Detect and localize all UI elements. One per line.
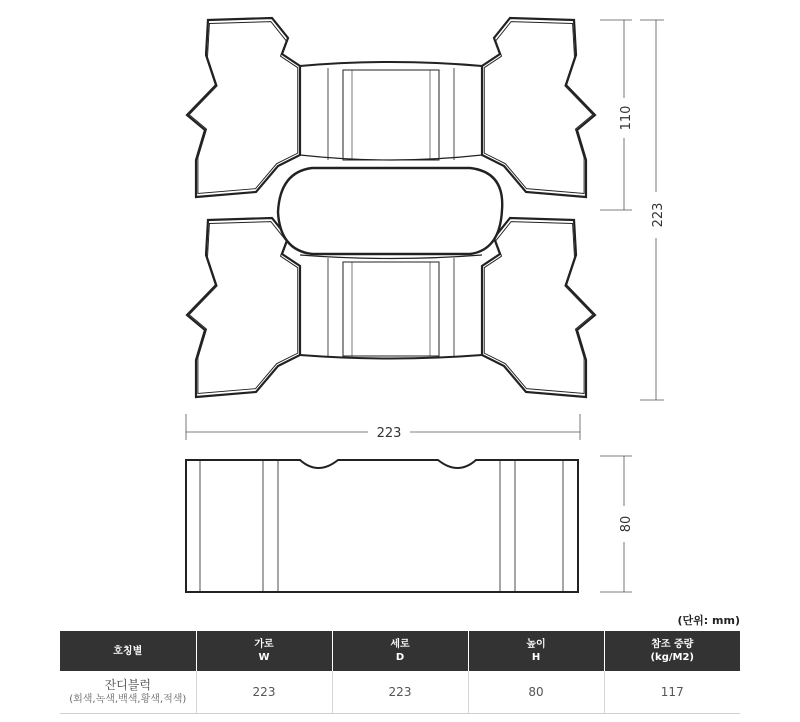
header-depth-label: 세로 xyxy=(390,639,410,650)
block-top-right-wing xyxy=(482,18,595,197)
cell-weight: 117 xyxy=(604,671,740,714)
block-top-left-wing xyxy=(187,18,300,197)
cell-height: 80 xyxy=(468,671,604,714)
spec-table-header-row xyxy=(60,631,740,671)
header-width xyxy=(196,631,332,671)
block-bottom-right-wing xyxy=(482,218,595,397)
header-height-label: 높이 xyxy=(526,639,546,650)
spec-table xyxy=(60,631,740,714)
header-weight-unit: (kg/M2) xyxy=(650,652,694,663)
cell-name xyxy=(60,671,196,714)
header-depth xyxy=(332,631,468,671)
block-top-center xyxy=(300,62,482,160)
block-bottom-center xyxy=(300,255,482,359)
dimension-label-80: 80 xyxy=(619,515,634,533)
header-name-label: 호칭별 xyxy=(113,645,143,657)
header-weight-label: 참조 중량 xyxy=(651,639,694,650)
block-center-hole xyxy=(278,168,502,254)
dimension-label-223-vertical: 223 xyxy=(651,202,666,228)
cell-width: 223 xyxy=(196,671,332,714)
header-weight xyxy=(604,631,740,671)
header-width-code: W xyxy=(258,652,270,663)
dimension-label-110: 110 xyxy=(619,105,634,131)
header-width-label: 가로 xyxy=(254,639,274,650)
product-name: 잔디블럭 xyxy=(104,678,151,692)
product-colors: (회색,녹색,백색,황색,적색) xyxy=(69,694,187,705)
table-row xyxy=(60,671,740,714)
unit-label: (단위: mm) xyxy=(677,614,740,627)
header-name xyxy=(60,631,196,671)
header-depth-code: D xyxy=(395,652,405,663)
block-bottom-left-wing xyxy=(187,218,300,397)
header-height-code: H xyxy=(531,652,541,663)
header-height xyxy=(468,631,604,671)
block-side-view xyxy=(186,460,578,592)
cell-depth: 223 xyxy=(332,671,468,714)
dimension-label-223-horizontal: 223 xyxy=(376,426,402,441)
